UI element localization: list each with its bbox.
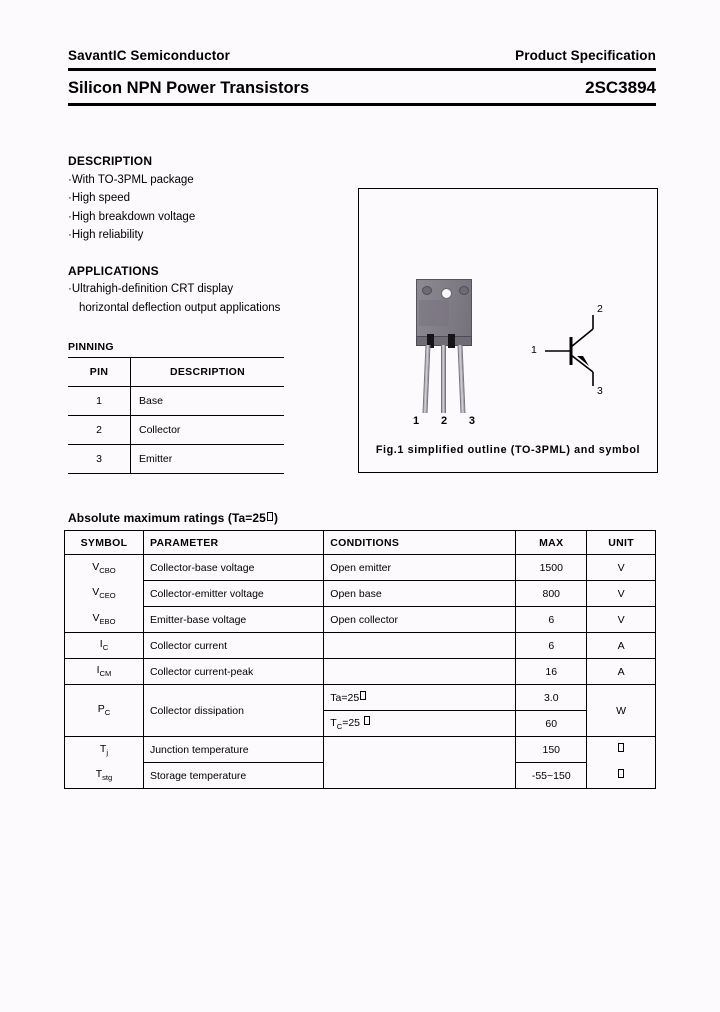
header-title-row bbox=[68, 78, 656, 98]
ratings-symbol-7 bbox=[65, 737, 144, 763]
symbol-sub-2: EBO bbox=[99, 617, 116, 627]
symbol-main-2: V bbox=[92, 612, 100, 625]
ratings-conditions-7 bbox=[324, 737, 516, 789]
ratings-symbol-4 bbox=[65, 659, 144, 685]
package-screw-left-icon bbox=[422, 286, 432, 295]
degree-celsius-missing-glyph-icon bbox=[360, 691, 366, 700]
pinning-pin-0: 1 bbox=[68, 387, 131, 416]
ratings-symbol-0 bbox=[65, 555, 144, 581]
ratings-conditions-3 bbox=[324, 633, 516, 659]
package-tab-right bbox=[448, 334, 455, 348]
pinning-pin-1: 2 bbox=[68, 416, 131, 445]
ratings-symbol-1 bbox=[65, 581, 144, 607]
ratings-parameter-3: Collector current bbox=[143, 633, 323, 659]
table-row bbox=[65, 581, 656, 607]
transistor-symbol bbox=[531, 299, 626, 404]
ratings-header-row bbox=[65, 531, 656, 555]
package-pin-label-3: 3 bbox=[468, 415, 475, 427]
package-pin-label-2: 2 bbox=[440, 415, 448, 427]
description-item-3: ·High reliability bbox=[68, 229, 144, 241]
conditions-tail-6: =25 bbox=[342, 716, 363, 729]
package-pin-numbers bbox=[413, 415, 475, 427]
ratings-max-1: 800 bbox=[516, 581, 587, 607]
ratings-unit-2: V bbox=[587, 607, 656, 633]
ratings-conditions-0: Open emitter bbox=[324, 555, 516, 581]
description-heading: DESCRIPTION bbox=[68, 154, 153, 168]
ratings-parameter-0: Collector-base voltage bbox=[143, 555, 323, 581]
ratings-parameter-8: Storage temperature bbox=[143, 763, 323, 789]
symbol-sub-0: CBO bbox=[99, 565, 116, 575]
page-header bbox=[68, 48, 656, 106]
ratings-unit-4: A bbox=[587, 659, 656, 685]
conditions-text-6: T bbox=[330, 716, 337, 729]
header-rule-top bbox=[68, 68, 656, 71]
table-row bbox=[68, 416, 284, 445]
ratings-conditions-2: Open collector bbox=[324, 607, 516, 633]
document-type: Product Specification bbox=[515, 48, 656, 63]
symbol-pin-label-emitter: 3 bbox=[597, 385, 603, 397]
ratings-col-parameter: PARAMETER bbox=[143, 531, 323, 555]
ratings-conditions-4 bbox=[324, 659, 516, 685]
pinning-section bbox=[68, 341, 284, 474]
absolute-maximum-ratings-table bbox=[64, 530, 656, 789]
ratings-max-3: 6 bbox=[516, 633, 587, 659]
table-row bbox=[68, 445, 284, 474]
package-lead-3 bbox=[458, 345, 466, 413]
header-top-row bbox=[68, 48, 656, 63]
page-title: Silicon NPN Power Transistors bbox=[68, 79, 310, 97]
ratings-title-text: Absolute maximum ratings (Ta=25 bbox=[68, 511, 266, 525]
symbol-main-8: T bbox=[95, 768, 103, 781]
package-mounting-hole-icon bbox=[441, 288, 452, 299]
pinning-col-pin: PIN bbox=[68, 358, 131, 387]
ratings-col-symbol: SYMBOL bbox=[65, 531, 144, 555]
applications-item-1: horizontal deflection output applications bbox=[79, 301, 281, 314]
package-body bbox=[416, 279, 472, 337]
ratings-parameter-1: Collector-emitter voltage bbox=[143, 581, 323, 607]
ratings-title bbox=[68, 511, 278, 525]
npn-transistor-symbol-icon bbox=[531, 299, 626, 404]
description-item-0: ·With TO-3PML package bbox=[68, 173, 194, 186]
ratings-col-conditions: CONDITIONS bbox=[324, 531, 516, 555]
company-name: SavantIC Semiconductor bbox=[68, 48, 230, 63]
pinning-pin-2: 3 bbox=[68, 445, 131, 474]
ratings-unit-3: A bbox=[587, 633, 656, 659]
ratings-parameter-5: Collector dissipation bbox=[143, 685, 323, 737]
package-screw-right-icon bbox=[459, 286, 469, 295]
pinning-col-description: DESCRIPTION bbox=[131, 358, 285, 387]
figure-box bbox=[358, 188, 658, 473]
symbol-sub-1: CEO bbox=[99, 591, 116, 601]
ratings-max-6: 60 bbox=[516, 711, 587, 737]
ratings-conditions-1: Open base bbox=[324, 581, 516, 607]
symbol-main-5: P bbox=[97, 703, 105, 716]
symbol-sub-5: C bbox=[104, 708, 111, 718]
ratings-symbol-8 bbox=[65, 763, 144, 789]
ratings-symbol-5 bbox=[65, 685, 144, 737]
description-item-1: ·High speed bbox=[68, 192, 131, 204]
ratings-parameter-4: Collector current-peak bbox=[143, 659, 323, 685]
symbol-main-3: I bbox=[99, 638, 103, 651]
table-row bbox=[65, 633, 656, 659]
ratings-max-7: 150 bbox=[516, 737, 587, 763]
table-row bbox=[65, 607, 656, 633]
ratings-conditions-5 bbox=[324, 685, 516, 711]
ratings-parameter-2: Emitter-base voltage bbox=[143, 607, 323, 633]
ratings-symbol-2 bbox=[65, 607, 144, 633]
table-row bbox=[65, 685, 656, 711]
ratings-max-5: 3.0 bbox=[516, 685, 587, 711]
ratings-unit-1: V bbox=[587, 581, 656, 607]
conditions-text-5: Ta=25 bbox=[330, 692, 360, 704]
table-row bbox=[68, 387, 284, 416]
pinning-desc-1: Collector bbox=[131, 416, 285, 445]
ratings-title-suffix: ) bbox=[273, 511, 279, 525]
symbol-sub-4: CM bbox=[99, 669, 112, 679]
ratings-unit-0: V bbox=[587, 555, 656, 581]
pinning-label: PINNING bbox=[68, 341, 114, 353]
ratings-max-2: 6 bbox=[516, 607, 587, 633]
symbol-main-4: I bbox=[96, 664, 100, 677]
conditions-sub-6: C bbox=[336, 722, 343, 732]
ratings-conditions-6 bbox=[324, 711, 516, 737]
transistor-package-image bbox=[413, 279, 475, 427]
ratings-parameter-7: Junction temperature bbox=[143, 737, 323, 763]
symbol-main-7: T bbox=[99, 742, 107, 755]
symbol-pin-label-base: 1 bbox=[531, 344, 537, 356]
ratings-unit-7 bbox=[587, 737, 656, 763]
package-lead-1 bbox=[423, 345, 431, 413]
ratings-symbol-3 bbox=[65, 633, 144, 659]
ratings-col-unit: UNIT bbox=[587, 531, 656, 555]
figure-caption: Fig.1 simplified outline (TO-3PML) and symbol bbox=[375, 444, 641, 456]
pinning-table bbox=[68, 357, 284, 474]
ratings-max-4: 16 bbox=[516, 659, 587, 685]
degree-celsius-missing-glyph-icon bbox=[618, 743, 624, 752]
degree-celsius-missing-glyph-icon bbox=[267, 512, 273, 521]
table-row bbox=[65, 659, 656, 685]
description-item-2: ·High breakdown voltage bbox=[68, 210, 196, 223]
package-pin-label-1: 1 bbox=[413, 415, 420, 427]
table-row bbox=[65, 555, 656, 581]
applications-heading: APPLICATIONS bbox=[68, 263, 159, 278]
symbol-sub-8: stg bbox=[102, 773, 113, 783]
symbol-main-0: V bbox=[92, 560, 100, 573]
section-spacer bbox=[68, 245, 348, 262]
part-number: 2SC3894 bbox=[585, 78, 656, 97]
ratings-unit-5: W bbox=[587, 685, 656, 737]
pinning-header-row bbox=[68, 358, 284, 387]
ratings-col-max: MAX bbox=[516, 531, 587, 555]
header-rule-bottom bbox=[68, 103, 656, 106]
package-lead-2 bbox=[441, 345, 446, 413]
ratings-max-8: -55~150 bbox=[516, 763, 587, 789]
symbol-pin-label-collector: 2 bbox=[597, 303, 603, 315]
pinning-desc-2: Emitter bbox=[131, 445, 285, 474]
degree-celsius-missing-glyph-icon bbox=[364, 716, 370, 725]
applications-item-0: ·Ultrahigh-definition CRT display bbox=[68, 283, 234, 295]
degree-celsius-missing-glyph-icon bbox=[618, 769, 624, 778]
ratings-max-0: 1500 bbox=[516, 555, 587, 581]
table-row bbox=[65, 737, 656, 763]
pinning-desc-0: Base bbox=[131, 387, 285, 416]
symbol-sub-3: C bbox=[102, 643, 109, 653]
ratings-unit-8 bbox=[587, 763, 656, 789]
symbol-main-1: V bbox=[92, 586, 100, 599]
description-block bbox=[68, 152, 348, 317]
symbol-sub-7: j bbox=[106, 747, 109, 757]
